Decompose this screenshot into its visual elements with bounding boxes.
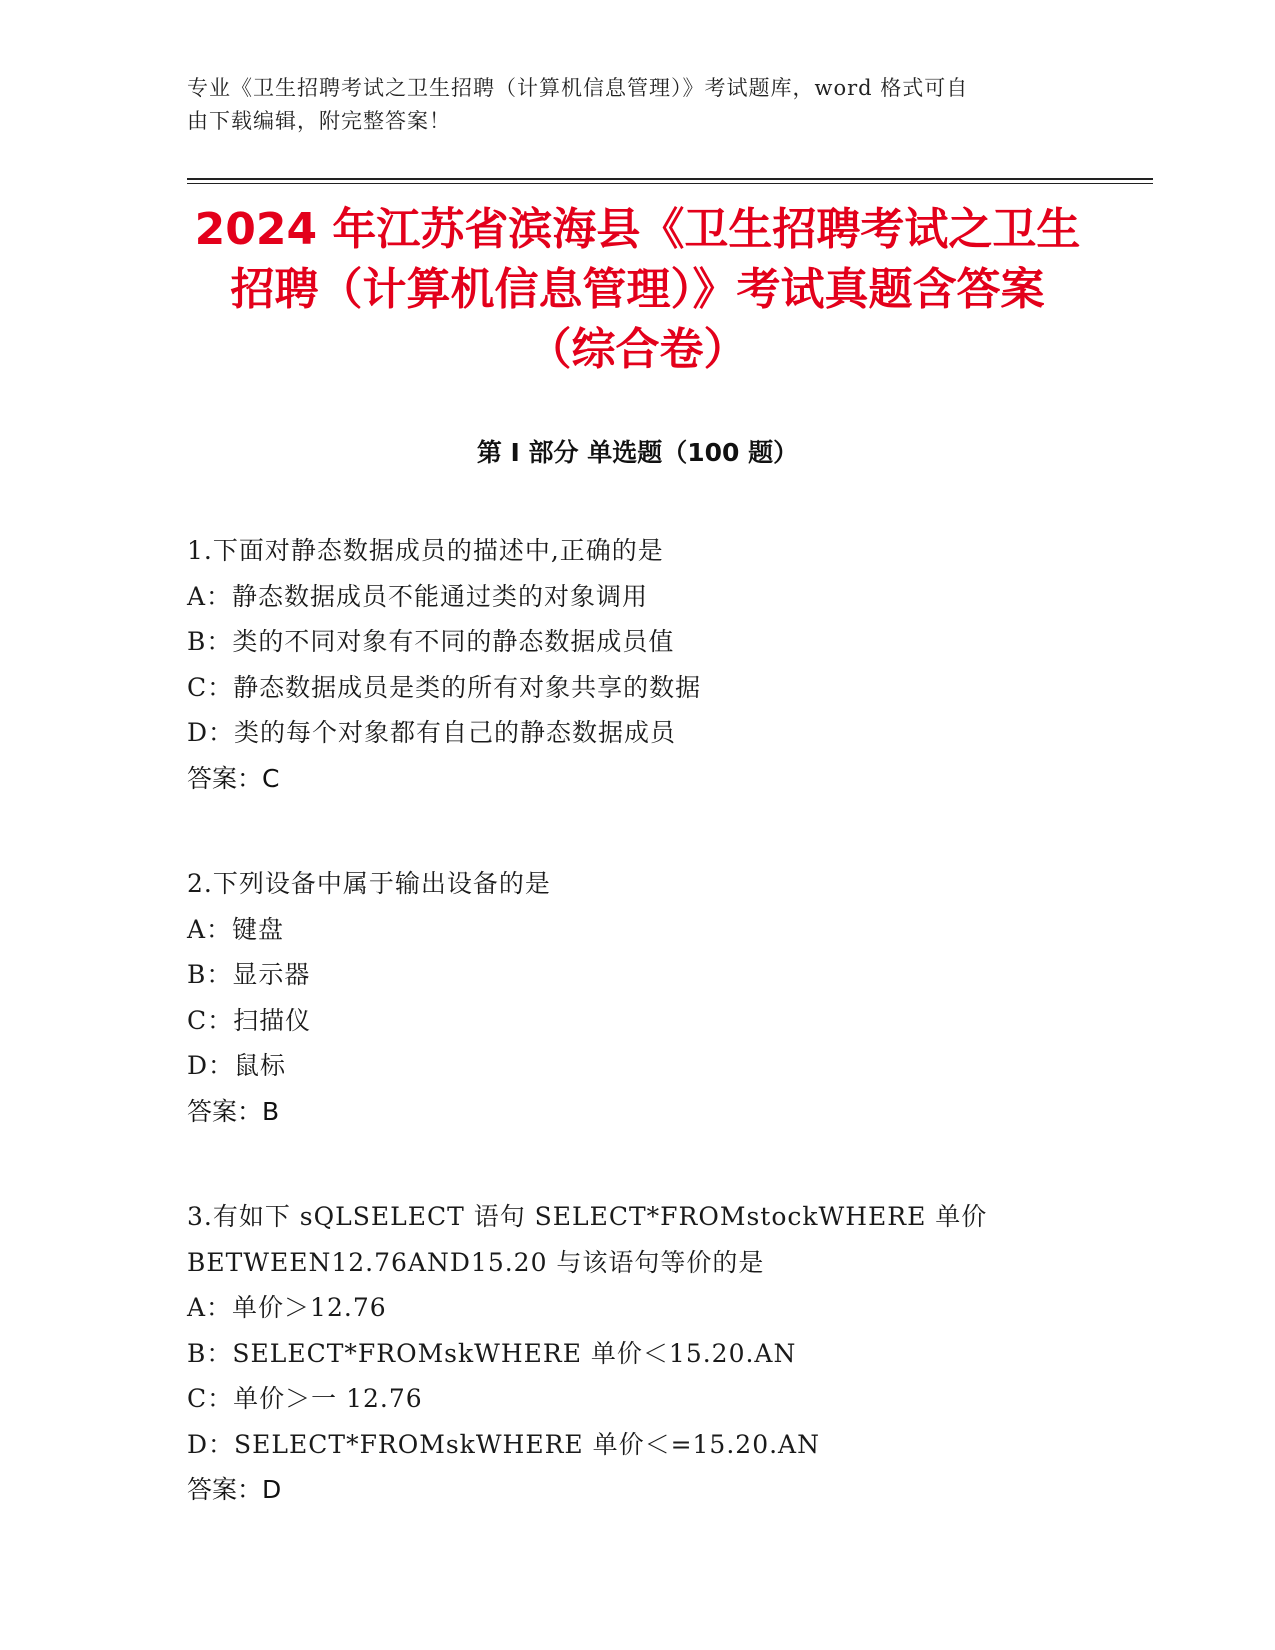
option-b: B：显示器: [187, 960, 311, 989]
question-stem: 2.下列设备中属于输出设备的是: [187, 869, 551, 898]
option-a: A：键盘: [187, 914, 285, 944]
option-d: D：SELECT*FROMskWHERE 单价＜=15.20.AN: [187, 1429, 820, 1459]
option-b: B：类的不同对象有不同的静态数据成员值: [187, 627, 675, 656]
question-stem: 3.有如下 sQLSELECT 语句 SELECT*FROMstockWHERE 单价: [187, 1202, 988, 1231]
document-title: [140, 200, 1135, 380]
page-header: [187, 72, 1087, 138]
question-stem-continued: BETWEEN12.76AND15.20 与该语句等价的是: [187, 1247, 765, 1277]
option-c: C：扫描仪: [187, 1005, 312, 1035]
option-c: C：单价＞一 12.76: [187, 1384, 423, 1413]
option-b: B：SELECT*FROMskWHERE 单价＜15.20.AN: [187, 1338, 797, 1368]
option-d: D：类的每个对象都有自己的静态数据成员: [187, 718, 677, 747]
option-a: A：单价＞12.76: [187, 1293, 387, 1322]
question-3: [187, 1194, 1087, 1513]
question-stem: 1.下面对静态数据成员的描述中,正确的是: [187, 536, 664, 565]
option-d: D：鼠标: [187, 1051, 287, 1080]
header-line-2: 由下载编辑，附完整答案！: [187, 109, 451, 133]
option-a: A：静态数据成员不能通过类的对象调用: [187, 581, 649, 611]
divider-thin-line: [187, 183, 1153, 184]
option-c: C：静态数据成员是类的所有对象共享的数据: [187, 672, 702, 702]
section-heading: 第 I 部分 单选题（100 题）: [476, 438, 799, 467]
question-1: [187, 528, 1087, 801]
title-line-3: （综合卷）: [527, 324, 748, 375]
answer-line: 答案：D: [187, 1475, 282, 1504]
title-line-1: 2024 年江苏省滨海县《卫生招聘考试之卫生: [194, 204, 1081, 255]
header-divider: [187, 178, 1153, 184]
answer-line: 答案：B: [187, 1096, 280, 1126]
title-line-2: 招聘（计算机信息管理）》考试真题含答案: [230, 264, 1045, 315]
divider-thick-line: [187, 178, 1153, 180]
question-list: [187, 528, 1087, 1573]
answer-line: 答案：C: [187, 763, 280, 793]
question-2: [187, 861, 1087, 1134]
header-line-1: 专业《卫生招聘考试之卫生招聘（计算机信息管理）》考试题库，word 格式可自: [187, 76, 969, 100]
